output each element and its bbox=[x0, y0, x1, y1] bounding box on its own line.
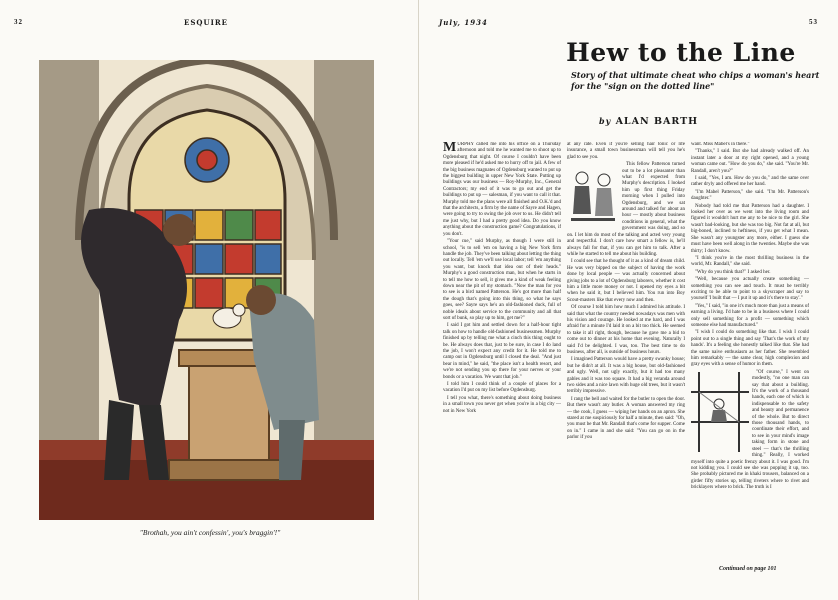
church-confession-illustration bbox=[39, 60, 374, 520]
article-paragraph: Of course I told him how much I admired his attitude. I said that what the country needed nowadays was men with his vision and courage. He looked at me hard, and I was afraid for a minute I'd laid it on a bit too thick. He seemed to take it all right, though, because he gave me a bid to come out to dinner at his home that evening. Naturally I said I'd be delighted. I was, too. The best time to do business, after all, is outside of business hours. bbox=[567, 305, 685, 355]
article-paragraph: "Your cue," said Murphy, as though I were still in school, "is to sell 'em on having a big New York firm handle the job. They've been talking about letting the thing out locally. Tell 'em we'll use local labor; tell 'em anything you want, but knock that idea out of their heads." Murphy's a good construction man, but when he starts in to tell me how to sell, it gives me a kind of weak feeling down near the pit of my stomach. "Now the man for you to see is a bird named Patterson. He's got more than half the dough that's going into this thing, so what he says goes, see? Sayre says he's an old-fashioned duck, full of noble ideals about service to the community and all that sort of bunk, so play up to him, get me?" bbox=[443, 239, 561, 321]
left-running-head: ESQUIRE bbox=[184, 18, 229, 27]
article-paragraph: I imagined Patterson would have a pretty swanky house; but he didn't at all. It was a big house, but old-fashioned and ugly. Well, not ugly exactly, but it had too many gables and it was too square. It had a big veranda around two sides and a nice lawn with huge old trees, but it wasn't terribly impressive. bbox=[567, 357, 685, 395]
article-paragraph: "I wish I could do something like that. I wish I could point out to a single thing and say 'That's the work of my hands'. It's a feeling she honestly talked like that. She had the same naive enthusiasm as her father. She resembled him remarkably — the same clear, high complexion and gray eyes with a sense of humor in them. bbox=[691, 330, 809, 368]
article-subtitle: Story of that ultimate cheat who chips a woman's heart for the "sign on the dotted line" bbox=[571, 70, 820, 91]
paragraph-text: URPHY called me into his office on a Thursday afternoon and told me he wanted me to shoot up to Ogdensburg that night. Of course I couldn't have been more pleased if he'd asked me to hurry off to jail. A few of the big business magnates of Ogdensburg wanted to put up the biggest building in upper New York State. Putting up buildings was our business — Roy-Murphy, Inc., General Contractors; my end of it was to go out and get the buildings to put up — salesman, if you want to call it that. Murphy told me the plans were all finished and O.K.'d and that the architects, a firm by the name of Sayre and Hagen, were going to try to swing the job over to us. He didn't tell me just why, but I had a pretty good idea. Do you know anything about the construction game? Congratulations, if you don't. bbox=[443, 142, 561, 237]
article-paragraph: "Why do you think that?" I asked her. bbox=[695, 269, 771, 275]
spot-illustration-men-talking bbox=[567, 164, 619, 226]
article-column-3 bbox=[691, 142, 809, 562]
spot-illustration-scaffold bbox=[691, 372, 749, 452]
byline-author: ALAN BARTH bbox=[615, 116, 699, 127]
article-column-1 bbox=[443, 142, 561, 562]
article-paragraph: I said I got him and settled down for a half-hour tight talk on how to handle old-fashioned businessmen. Murphy finished up by telling me what a cinch this thing ought to be. He always does that, just to be sure, in case I do land the job, I won't expect any credit for it. He told me to camp out in Ogdensburg until I closed the deal. "And just bear in mind," he said, "the place isn't a health resort, and we're not sending you up there for your nerves or your bonds or a vacation. We want that job." bbox=[443, 323, 561, 380]
article-paragraph: "I'm Mabel Patterson," she said. "I'm Mr. Patterson's daughter." bbox=[691, 189, 809, 202]
article-byline bbox=[599, 116, 799, 127]
left-page-number: 32 bbox=[14, 18, 23, 26]
article-paragraph: I could see that he thought of it as a kind of dream child. He was very bipped on the subject of having the work done by local people — was actually concerned about giving jobs to a lot of Ogdensburg laborers, whether it cost him a little more money or not. I opened my eyes a bit when he said it, but I believed him. You run into Boy Scout-masters like that every now and then. bbox=[567, 259, 685, 303]
article-paragraph: I tell you what, there's something about doing business in a small town you never get when you're in a big city — not in New York bbox=[443, 395, 561, 414]
article-paragraph: want. Miss Mabel's in there." bbox=[691, 142, 750, 147]
illustration-caption: "Brothah, you ain't confessin', you's braggin'!" bbox=[139, 528, 281, 537]
article-paragraph: "Of course," I went on modestly, "no one man can say that about a building. It's the work of a thousand hands, each one of which is indispensable to the safety and beauty and permanence of the whole. But to direct those thousand hands, to coordinate their effort, and to see in your mind's image taking form in stone and steel — that's the thrilling thing." Really, I worked myself into quite a poetic frenzy about it. I was good. I'm not kidding you. I could see she was popping it up, too. She probably pictured me in khaki trousers, balanced on a girder fifty stories up, telling riveters where to rivet and bricklayers where to brick. The truth is I bbox=[691, 369, 809, 491]
drop-cap: M bbox=[443, 142, 457, 155]
article-paragraph: "Well, because you actually create something — something you can see and touch. It must be terribly exciting to be able to point to a skyscraper and say to yourself 'I built that — I put it up and it's there to stay'." bbox=[691, 277, 809, 302]
article-paragraph: "Thanks," I said. But she had already walked off. An instant later a door at my right opened, and a young woman came out. "How do you do," she said. "You're Mr. Randall, aren't you?" bbox=[691, 149, 809, 174]
article-title: Hew to the Line bbox=[566, 38, 796, 67]
article-paragraph: I rang the bell and waited for the butler to open the door. But there wasn't any butler. A woman answered my ring — the cook, I guess — wiping her hands on an apron. She stared at me suspiciously for half a minute, then said: "Oh, you must be that Mr. Randall that's come for supper. Come on in." I came in and she said: "You can go on in the parlor if you bbox=[567, 396, 685, 441]
continued-note: Continued on page 101 bbox=[719, 566, 777, 572]
byline-by: by bbox=[599, 116, 612, 126]
issue-date: July, 1934 bbox=[439, 18, 488, 27]
article-paragraph bbox=[443, 142, 561, 238]
right-page bbox=[419, 0, 838, 600]
right-page-number: 53 bbox=[809, 18, 818, 26]
article-paragraph: This fellow Patterson turned out to be a lot pleasanter than what I'd expected from Murphy's description. I looked him up first thing Friday morning when I pulled into Ogdensburg, and we sat around and talked for about an hour — mostly about business conditions in general, what the government was doing, and so on. I let him do most of the talking and acted very young and respectful. I don't care how smart a fellow is, he'll always fall for that, if you can get him to talk. After a while he started to tell me about his building. bbox=[567, 162, 685, 257]
article-paragraph: I told him I could think of a couple of places for a vacation I'd put on my list before Ogdensburg. bbox=[443, 382, 561, 394]
article-column-2 bbox=[567, 142, 685, 562]
article-paragraph: I said, "Yes, I am. How do you do," and the same over rather dryly and offered me her hand. bbox=[691, 176, 809, 188]
article-paragraph: at any rate. Even if you're selling hair tonic or life insurance, a small town businessman will tell you he's glad to see you. bbox=[567, 142, 685, 160]
article-paragraph: "Yes," I said, "in one it's much more than just a means of earning a living. I'd hate to be in a business where I could only sell something for a profit — something which someone else had manufactured." bbox=[691, 303, 809, 328]
article-paragraph: "I think you're in the most thrilling business in the world, Mr. Randall," she said. bbox=[691, 255, 809, 268]
article-paragraph: Nobody had told me that Patterson had a daughter. I looked her over as we went into the living room and figured it wouldn't hurt me any to be nice to the girl. She wasn't bad-looking, but she was too big. Not fat at all, but big-boned, inclined to heftiness, if you get what I mean. She wasn't any youngster any more, either. I guess she must have been well along in the twenties. Maybe she was thirty; I don't know. bbox=[691, 203, 809, 254]
